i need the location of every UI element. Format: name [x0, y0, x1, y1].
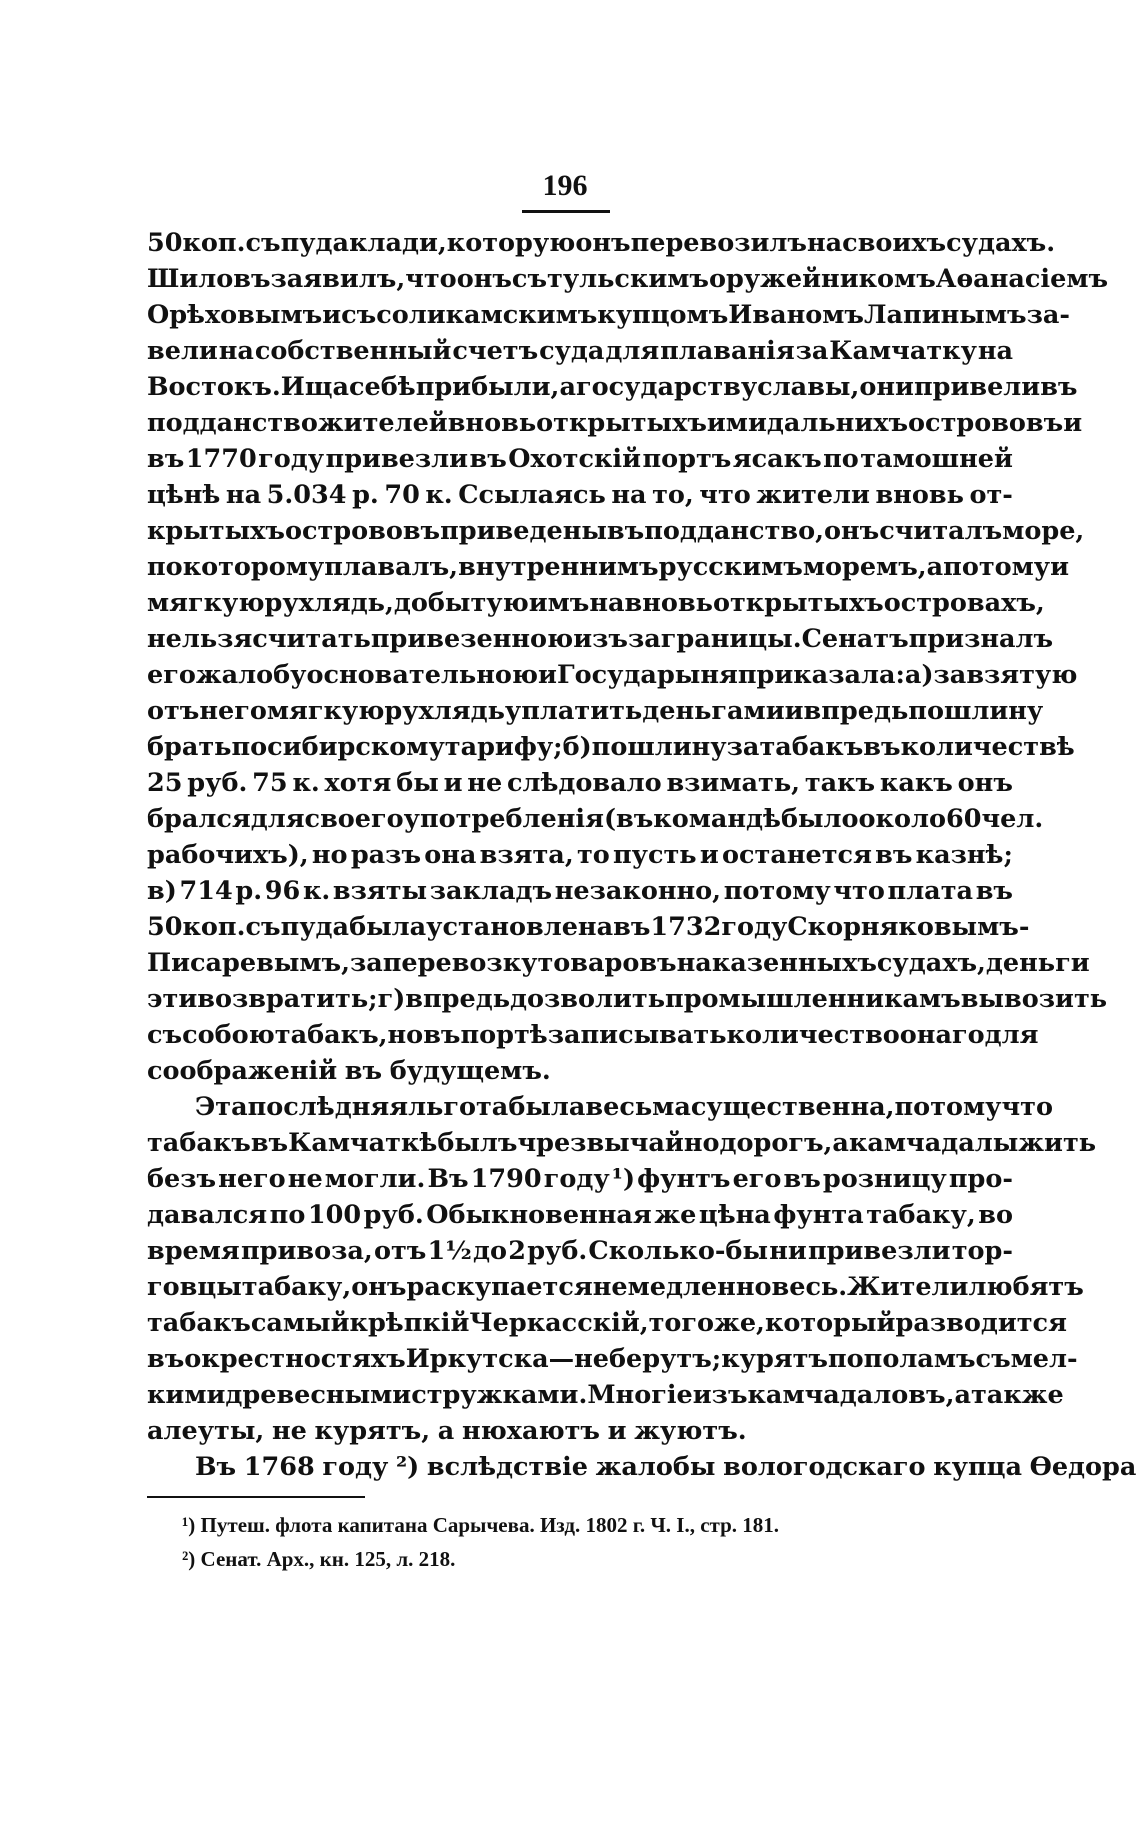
text-line: Писаревымъ, за перевозку товаровъ на казенныхъ судахъ, деньги: [147, 948, 1090, 978]
text-line: Орѣховымъ и съ соликамскимъ купцомъ Иваномъ Лапинымъ за-: [147, 300, 1070, 330]
footnote-rule: [147, 1496, 365, 1498]
text-line: 50 коп. съ пуда была установлена въ 1732 году Скорняковымъ-: [147, 912, 1030, 942]
text-line: табакъ въ Камчаткѣ былъ чрезвычайно дорогъ, а камчадалы жить: [147, 1128, 1097, 1158]
text-line: отъ него мягкую рухлядь уплатить деньгами и впредь пошлину: [147, 696, 1044, 726]
text-line: 50 коп. съ пуда клади, которую онъ перевозилъ на своихъ судахъ.: [147, 228, 1056, 258]
text-line: мягкую рухлядь, добытую имъ на вновь открытыхъ островахъ,: [147, 588, 1045, 618]
text-line: брался для своего употребленія (въ командѣ было около 60 чел.: [147, 804, 1044, 834]
text-line: Въ 1768 году ²) вслѣдствіе жалобы вологодскаго купца Ѳедора: [195, 1452, 1137, 1482]
text-line: Востокъ. Ища себѣ прибыли, а государству славы, они привели въ: [147, 372, 1078, 402]
text-line: давался по 100 руб. Обыкновенная же цѣна фунта табаку, во: [147, 1200, 1013, 1230]
text-line: Шиловъ заявилъ, что онъ съ тульскимъ оружейникомъ Аѳанасіемъ: [147, 264, 1109, 294]
footnote: ¹) Путеш. флота капитана Сарычева. Изд. 1802 г. Ч. I., стр. 181.: [182, 1513, 780, 1537]
text-line: алеуты, не курятъ, а нюхаютъ и жуютъ.: [147, 1416, 747, 1446]
page-number: 196: [542, 169, 588, 202]
text-line: въ окрестностяхъ Иркутска—не берутъ; курятъ пополамъ съ мел-: [147, 1344, 1078, 1374]
footnotes: [182, 1508, 942, 1576]
text-line: соображеній въ будущемъ.: [147, 1056, 551, 1086]
footnote: ²) Сенат. Арх., кн. 125, л. 218.: [182, 1547, 456, 1571]
text-line: его жалобу основательною и Государыня приказала: а) за взятую: [147, 660, 1078, 690]
text-line: безъ него не могли. Въ 1790 году ¹) фунтъ его въ розницу про-: [147, 1164, 1013, 1194]
text-line: вели на собственный счетъ суда для плаванія за Камчатку на: [147, 336, 1013, 366]
text-line: по которому плавалъ, внутреннимъ русскимъ моремъ, а потому и: [147, 552, 1070, 582]
text-line: подданство жителей вновь открытыхъ ими дальнихъ острововъ и: [147, 408, 1083, 438]
text-line: брать по сибирскому тарифу; б) пошлину за табакъ въ количествѣ: [147, 732, 1075, 762]
text-line: табакъ самый крѣпкій Черкасскій, того же, который разводится: [147, 1308, 1067, 1338]
text-line: нельзя считать привезенною изъ за границы. Сенатъ призналъ: [147, 624, 1054, 654]
text-line: крытыхъ острововъ приведены въ подданство, онъ считалъ море,: [147, 516, 1085, 546]
text-line: говцы табаку, онъ раскупается немедленно весь. Жители любятъ: [147, 1272, 1084, 1302]
text-line: кими древесными стружками. Многіе изъ камчадаловъ, а также: [147, 1380, 1064, 1410]
text-line: въ 1770 году привезли въ Охотскій портъ ясакъ по тамошней: [147, 444, 1013, 474]
text-line: рабочихъ), но разъ она взята, то пусть и останется въ казнѣ;: [147, 840, 1013, 870]
text-line: 25 руб. 75 к. хотя бы и не слѣдовало взимать, такъ какъ онъ: [147, 768, 1013, 798]
text-line: в) 714 р. 96 к. взяты закладъ незаконно, потому что плата въ: [147, 876, 1013, 906]
page-number-rule: [522, 210, 610, 213]
body-text: [147, 225, 1137, 1485]
text-line: съ собою табакъ, но въ портѣ записывать количество онаго для: [147, 1020, 1039, 1050]
text-line: Эта послѣдняя льгота была весьма существенна, потому что: [195, 1092, 1053, 1122]
text-line: эти возвратить; г) впредь дозволить промышленникамъ вывозить: [147, 984, 1108, 1014]
text-line: цѣнѣ на 5.034 р. 70 к. Ссылаясь на то, что жители вновь от-: [147, 480, 1013, 510]
text-line: время привоза, отъ 1½ до 2 руб. Сколько-бы ни привезли тор-: [147, 1236, 1013, 1266]
